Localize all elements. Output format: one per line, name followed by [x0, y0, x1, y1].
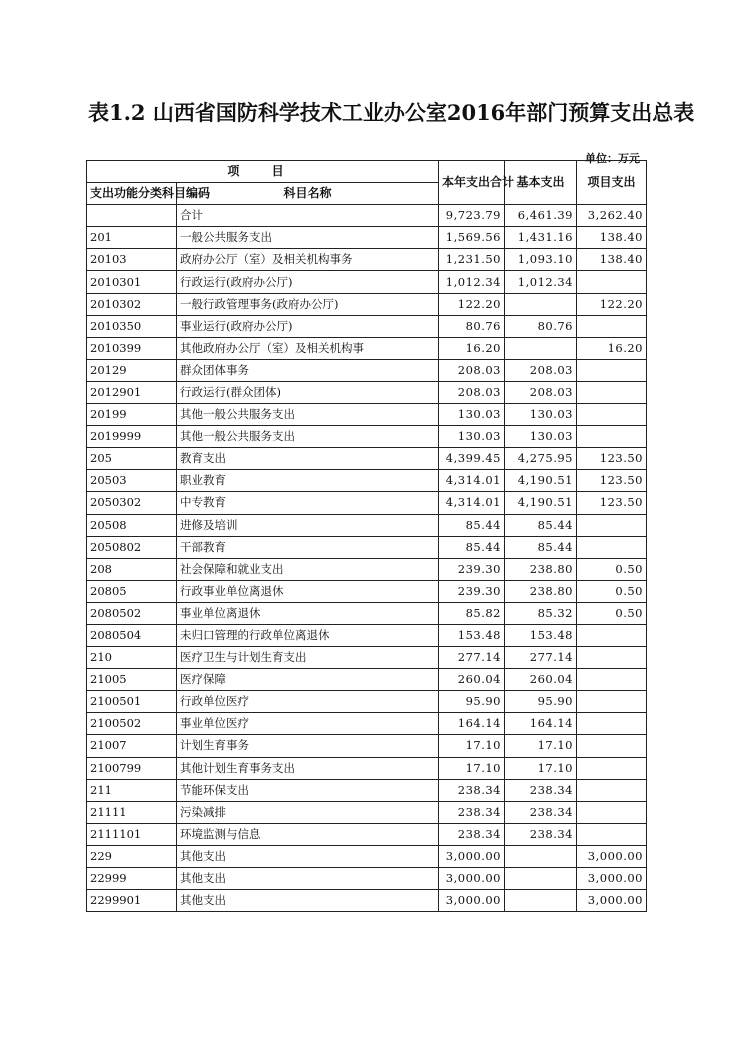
cell-name: 行政运行(群众团体)	[177, 381, 439, 403]
cell-code: 2050802	[87, 536, 177, 558]
cell-name: 行政事业单位离退休	[177, 580, 439, 602]
cell-name: 节能环保支出	[177, 779, 439, 801]
cell-total: 238.34	[439, 823, 505, 845]
table-body	[87, 205, 647, 912]
cell-project	[577, 381, 647, 403]
cell-basic: 80.76	[505, 315, 577, 337]
cell-total: 85.44	[439, 514, 505, 536]
cell-code: 2080504	[87, 624, 177, 646]
cell-project: 138.40	[577, 249, 647, 271]
cell-project	[577, 647, 647, 669]
cell-code: 2050302	[87, 492, 177, 514]
cell-basic: 238.34	[505, 823, 577, 845]
cell-project: 122.20	[577, 293, 647, 315]
cell-project	[577, 514, 647, 536]
cell-project: 123.50	[577, 492, 647, 514]
cell-total: 122.20	[439, 293, 505, 315]
cell-name: 事业运行(政府办公厅)	[177, 315, 439, 337]
cell-code: 201	[87, 227, 177, 249]
cell-total: 16.20	[439, 337, 505, 359]
cell-name: 行政单位医疗	[177, 691, 439, 713]
cell-project	[577, 757, 647, 779]
cell-total: 260.04	[439, 669, 505, 691]
cell-project	[577, 624, 647, 646]
cell-project: 123.50	[577, 448, 647, 470]
table-row	[87, 890, 647, 912]
header-basic: 基本支出	[505, 161, 577, 205]
cell-basic: 164.14	[505, 713, 577, 735]
cell-total: 1,231.50	[439, 249, 505, 271]
cell-total: 9,723.79	[439, 205, 505, 227]
cell-total: 239.30	[439, 558, 505, 580]
table-row	[87, 536, 647, 558]
cell-name: 干部教育	[177, 536, 439, 558]
cell-project	[577, 713, 647, 735]
table-row	[87, 801, 647, 823]
cell-name: 其他一般公共服务支出	[177, 426, 439, 448]
table-row	[87, 293, 647, 315]
table-row	[87, 249, 647, 271]
cell-name: 其他一般公共服务支出	[177, 404, 439, 426]
cell-code: 20103	[87, 249, 177, 271]
cell-total: 85.82	[439, 602, 505, 624]
cell-basic	[505, 868, 577, 890]
table-row	[87, 448, 647, 470]
table-row	[87, 845, 647, 867]
table-row	[87, 558, 647, 580]
cell-basic: 6,461.39	[505, 205, 577, 227]
cell-basic: 1,431.16	[505, 227, 577, 249]
cell-project: 138.40	[577, 227, 647, 249]
cell-project	[577, 669, 647, 691]
cell-basic: 85.44	[505, 536, 577, 558]
cell-name: 进修及培训	[177, 514, 439, 536]
table-row	[87, 426, 647, 448]
cell-code: 208	[87, 558, 177, 580]
cell-code: 2299901	[87, 890, 177, 912]
cell-code: 20129	[87, 359, 177, 381]
table-row	[87, 691, 647, 713]
cell-project	[577, 536, 647, 558]
cell-name: 其他政府办公厅（室）及相关机构事	[177, 337, 439, 359]
cell-name: 医疗卫生与计划生育支出	[177, 647, 439, 669]
table-row	[87, 735, 647, 757]
cell-total: 3,000.00	[439, 845, 505, 867]
cell-total: 130.03	[439, 404, 505, 426]
cell-total: 85.44	[439, 536, 505, 558]
cell-code: 20508	[87, 514, 177, 536]
cell-code: 2100799	[87, 757, 177, 779]
cell-code: 21007	[87, 735, 177, 757]
cell-name: 中专教育	[177, 492, 439, 514]
cell-basic: 260.04	[505, 669, 577, 691]
table-row	[87, 868, 647, 890]
cell-name: 行政运行(政府办公厅)	[177, 271, 439, 293]
cell-total: 4,399.45	[439, 448, 505, 470]
table-row	[87, 602, 647, 624]
cell-code: 2010302	[87, 293, 177, 315]
cell-name: 其他计划生育事务支出	[177, 757, 439, 779]
cell-basic: 4,190.51	[505, 470, 577, 492]
cell-basic	[505, 293, 577, 315]
cell-basic: 85.44	[505, 514, 577, 536]
cell-project: 3,000.00	[577, 868, 647, 890]
cell-code: 205	[87, 448, 177, 470]
cell-project	[577, 735, 647, 757]
cell-basic: 17.10	[505, 757, 577, 779]
table-row	[87, 669, 647, 691]
cell-basic: 153.48	[505, 624, 577, 646]
cell-name: 一般行政管理事务(政府办公厅)	[177, 293, 439, 315]
cell-total: 238.34	[439, 779, 505, 801]
cell-name: 其他支出	[177, 868, 439, 890]
cell-total: 3,000.00	[439, 890, 505, 912]
header-name: 科目名称	[177, 183, 439, 205]
table-row	[87, 359, 647, 381]
cell-basic	[505, 337, 577, 359]
table-row	[87, 381, 647, 403]
cell-basic: 4,190.51	[505, 492, 577, 514]
table-row	[87, 470, 647, 492]
table-row	[87, 271, 647, 293]
cell-project: 0.50	[577, 580, 647, 602]
cell-name: 其他支出	[177, 890, 439, 912]
cell-total: 4,314.01	[439, 470, 505, 492]
cell-code: 20805	[87, 580, 177, 602]
cell-code: 211	[87, 779, 177, 801]
cell-name: 一般公共服务支出	[177, 227, 439, 249]
cell-name: 计划生育事务	[177, 735, 439, 757]
cell-basic: 238.34	[505, 779, 577, 801]
cell-project	[577, 691, 647, 713]
table-row	[87, 492, 647, 514]
cell-total: 208.03	[439, 359, 505, 381]
cell-name: 其他支出	[177, 845, 439, 867]
cell-name: 环境监测与信息	[177, 823, 439, 845]
cell-total: 1,012.34	[439, 271, 505, 293]
cell-total: 17.10	[439, 735, 505, 757]
header-project: 项 目	[87, 161, 439, 183]
cell-total: 95.90	[439, 691, 505, 713]
cell-code: 2080502	[87, 602, 177, 624]
cell-code: 2010350	[87, 315, 177, 337]
header-total: 本年支出合计	[439, 161, 505, 205]
cell-total: 239.30	[439, 580, 505, 602]
table-row	[87, 713, 647, 735]
cell-name: 群众团体事务	[177, 359, 439, 381]
table-row	[87, 227, 647, 249]
header-project-expense: 项目支出	[577, 161, 647, 205]
cell-basic	[505, 890, 577, 912]
cell-project	[577, 359, 647, 381]
cell-total: 3,000.00	[439, 868, 505, 890]
table-row	[87, 315, 647, 337]
cell-basic: 277.14	[505, 647, 577, 669]
cell-code: 229	[87, 845, 177, 867]
cell-basic	[505, 845, 577, 867]
cell-project: 3,000.00	[577, 890, 647, 912]
cell-name: 事业单位医疗	[177, 713, 439, 735]
cell-total: 153.48	[439, 624, 505, 646]
cell-code: 2012901	[87, 381, 177, 403]
cell-name: 职业教育	[177, 470, 439, 492]
table-row	[87, 337, 647, 359]
cell-project: 3,262.40	[577, 205, 647, 227]
cell-code: 22999	[87, 868, 177, 890]
cell-code	[87, 205, 177, 227]
table-row	[87, 647, 647, 669]
cell-basic: 130.03	[505, 404, 577, 426]
cell-basic: 208.03	[505, 381, 577, 403]
header-row-project	[87, 161, 647, 183]
cell-project: 16.20	[577, 337, 647, 359]
cell-name: 医疗保障	[177, 669, 439, 691]
cell-code: 21111	[87, 801, 177, 823]
cell-basic: 17.10	[505, 735, 577, 757]
cell-name: 教育支出	[177, 448, 439, 470]
table-row	[87, 514, 647, 536]
cell-basic: 1,093.10	[505, 249, 577, 271]
cell-project	[577, 823, 647, 845]
cell-name: 污染减排	[177, 801, 439, 823]
cell-code: 2100501	[87, 691, 177, 713]
cell-project	[577, 404, 647, 426]
cell-name: 政府办公厅（室）及相关机构事务	[177, 249, 439, 271]
cell-project	[577, 426, 647, 448]
cell-project: 3,000.00	[577, 845, 647, 867]
cell-code: 2111101	[87, 823, 177, 845]
cell-name: 社会保障和就业支出	[177, 558, 439, 580]
cell-code: 20199	[87, 404, 177, 426]
cell-total: 130.03	[439, 426, 505, 448]
cell-basic: 238.80	[505, 558, 577, 580]
cell-basic: 130.03	[505, 426, 577, 448]
cell-name: 合计	[177, 205, 439, 227]
cell-basic: 4,275.95	[505, 448, 577, 470]
cell-total: 208.03	[439, 381, 505, 403]
cell-name: 事业单位离退休	[177, 602, 439, 624]
cell-basic: 238.34	[505, 801, 577, 823]
cell-name: 未归口管理的行政单位离退休	[177, 624, 439, 646]
cell-basic: 1,012.34	[505, 271, 577, 293]
cell-project	[577, 779, 647, 801]
page-title: 表1.2 山西省国防科学技术工业办公室2016年部门预算支出总表	[88, 100, 695, 125]
cell-total: 238.34	[439, 801, 505, 823]
cell-total: 80.76	[439, 315, 505, 337]
cell-project	[577, 315, 647, 337]
cell-project: 123.50	[577, 470, 647, 492]
cell-code: 2019999	[87, 426, 177, 448]
table-row	[87, 779, 647, 801]
table-row	[87, 823, 647, 845]
unit-label: 单位：万元	[585, 152, 640, 165]
cell-basic: 85.32	[505, 602, 577, 624]
cell-total: 1,569.56	[439, 227, 505, 249]
table-row	[87, 205, 647, 227]
cell-basic: 95.90	[505, 691, 577, 713]
table-row	[87, 757, 647, 779]
cell-project: 0.50	[577, 558, 647, 580]
cell-project: 0.50	[577, 602, 647, 624]
header-code: 支出功能分类科目编码	[87, 183, 177, 205]
table-row	[87, 404, 647, 426]
table-row	[87, 580, 647, 602]
cell-code: 21005	[87, 669, 177, 691]
cell-code: 20503	[87, 470, 177, 492]
cell-code: 2100502	[87, 713, 177, 735]
cell-code: 2010301	[87, 271, 177, 293]
cell-basic: 238.80	[505, 580, 577, 602]
cell-code: 2010399	[87, 337, 177, 359]
cell-total: 4,314.01	[439, 492, 505, 514]
cell-total: 17.10	[439, 757, 505, 779]
cell-total: 277.14	[439, 647, 505, 669]
budget-table	[86, 160, 647, 912]
table-row	[87, 624, 647, 646]
cell-project	[577, 801, 647, 823]
cell-project	[577, 271, 647, 293]
cell-code: 210	[87, 647, 177, 669]
cell-total: 164.14	[439, 713, 505, 735]
cell-basic: 208.03	[505, 359, 577, 381]
